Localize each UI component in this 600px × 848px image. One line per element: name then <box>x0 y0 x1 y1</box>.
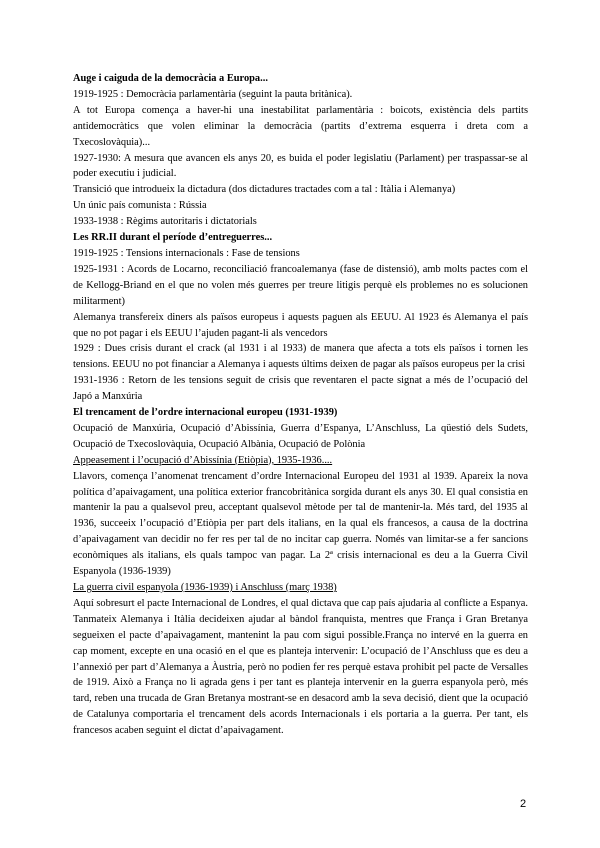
heading-trencament-ordre: El trencament de l’ordre internacional europeu (1931-1939) <box>73 407 338 419</box>
paragraph-1919-1925-democracia: 1919-1925 : Democràcia parlamentària (seguint la pauta britànica). <box>73 88 353 100</box>
subheading-appeasement-abissinia: Appeasement i l’ocupació d’Abissínia (Etiòpia), 1935-1936.... <box>73 454 333 466</box>
subheading-guerra-civil-anschluss: La guerra civil espanyola (1936-1939) i Anschluss (març 1938) <box>73 582 337 593</box>
paragraph-1919-1925-tensions: 1919-1925 : Tensions internacionals : Fase de tensions <box>73 247 300 259</box>
paragraph-inestabilitat-parlamentaria: A tot Europa comença a haver-hi una inestabilitat parlamentària : boicots, existència dels partits antidemocràtics que volen eliminar la democràcia (partits d’extrema esquerra i dreta com a Txecoslovàquia)... <box>73 104 528 148</box>
paragraph-transicio-dictadura: Transició que introdueix la dictadura (dos dictadures tractades com a tal : Itàlia i Alemanya) <box>73 184 456 196</box>
page-number: 2 <box>520 798 527 810</box>
paragraph-1931-1936-retorn: 1931-1936 : Retorn de les tensions seguit de crisis que reventaren el pacte signat a més de l’ocupació del Japó a Manxúria <box>73 375 528 403</box>
paragraph-1933-1938: 1933-1938 : Règims autoritaris i dictatorials <box>73 216 257 228</box>
paragraph-alemanya-transfereix: Alemanya transfereix diners als països europeus i aquests paguen als EEUU. Al 1923 és Alemanya el país que no pot pagar i els EEUU l’ajuden pagant-li als vencedors <box>73 311 528 339</box>
paragraph-ocupacions: Ocupació de Manxúria, Ocupació d’Abissínia, Guerra d’Espanya, L’Anschluss, La qüestió dels Sudets, Ocupació de Txecoslovàquia, Ocupació Albània, Ocupació de Polònia <box>73 422 528 450</box>
paragraph-1925-1931-locarno: 1925-1931 : Acords de Locarno, reconciliació francoalemanya (fase de distensió), amb molts pactes com el de Kellogg-Briand en el que no volen més guerres per treure litigis perquè els problemes no es solucionen militarment) <box>73 263 528 307</box>
paragraph-pais-comunista: Un únic país comunista : Rússia <box>73 200 207 212</box>
paragraph-1929-crisis: 1929 : Dues crisis durant el crack (al 1931 i al 1933) de manera que afecta a tots els països i tornen les tensions. EEUU no pot financiar a Alemanya i aquests últims deixen de pagar als països europeus per la crisi <box>73 343 528 371</box>
page-content <box>73 71 528 739</box>
paragraph-1927-1930: 1927-1930: A mesura que avancen els anys 20, es buida el poder legislatiu (Parlament) per traspassar-se al poder executiu i judicial. <box>73 152 528 180</box>
paragraph-apaivagament: Llavors, comença l’anomenat trencament d’ordre Internacional Europeu del 1931 al 1939. Apareix la nova política d’apaivagament, una política exterior francobritànica sorgida durant els anys 30. El qual consistia en mantenir la pau a qualsevol preu, acceptant qualsevol mètode per tal de mantenir-la. Més tard, del 1935 al 1936, succeeix l’ocupació d’Etiòpia per part dels italians, en la qual els francesos, a causa de la doctrina d’apaivagament van decidir no fer res per tal de no incitar cap guerra. Només van limitar-se a fer sancions econòmiques als italians, els quals tampoc van pagar. La 2ª crisis internacional es deu a la Guerra Civil Espanyola (1936-1939) <box>73 470 528 578</box>
heading-auge-caiguda-democracia: Auge i caiguda de la democràcia a Europa... <box>73 73 268 84</box>
paragraph-pacte-londres: Aquí sobresurt el pacte Internacional de Londres, el qual dictava que cap país ajudaria al conflicte a Espanya. Tanmateix Alemanya i Itàlia decideixen ajudar al bàndol franquista, mentres que França i Gran Bretanya segueixen el pacte d’apaivagament, mantenint la pau com sigui possible.França no intervé en la guerra en cap moment, excepte en una ocasió en el que es planteja intervenir: L’ocupació de l’Anschluss que es deu a l’annexió per part d’Alemanya a Àustria, però no podien fer res perquè estava prohibit pel pacte de Versalles de 1919. Això a França no li agrada gens i per tant es planteja intervenir en la guerra espanyola però, més tard, reben una trucada de Gran Bretanya mostrant-se en desacord amb la seva decisió, dient que la ocupació de Catalunya comportaria el trencament dels acords Internacionals i els portaria a la guerra. Per tant, els francesos acaben seguint el dictat d’apaivagament. <box>73 597 528 737</box>
heading-rrii-entreguerres: Les RR.II durant el període d’entreguerres... <box>73 232 273 244</box>
